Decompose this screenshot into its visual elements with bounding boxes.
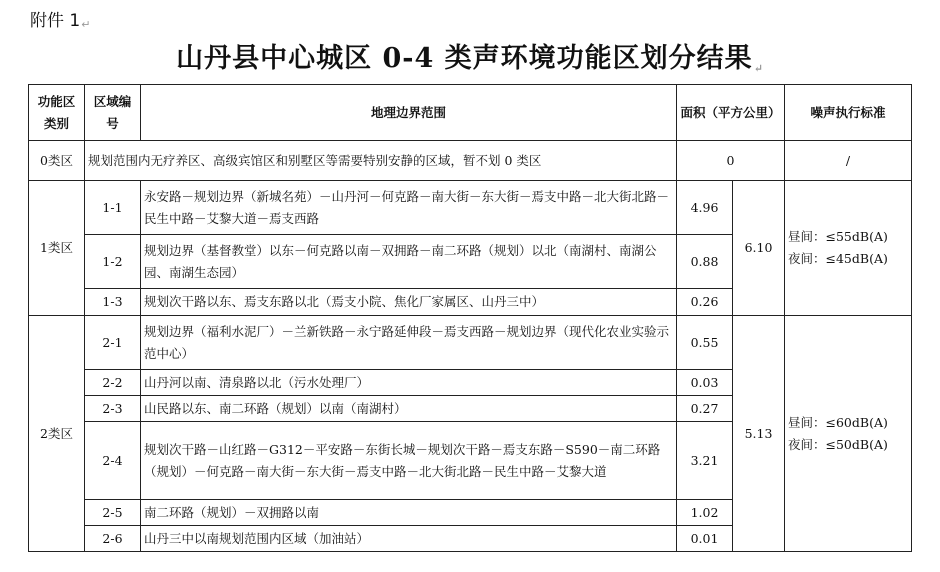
class1-total-area: 6.10 — [733, 181, 785, 316]
zone-boundary: 山丹河以南、清泉路以北（污水处理厂） — [141, 370, 677, 396]
zone-area: 3.21 — [677, 422, 733, 500]
zone-no: 1-1 — [85, 181, 141, 235]
zoning-table — [28, 84, 912, 552]
zone-area: 0.27 — [677, 396, 733, 422]
zone-area: 0.01 — [677, 526, 733, 552]
class2-standard-night: 夜间：≤50dB(A) — [788, 436, 888, 452]
zone-boundary: 规划边界（福利水泥厂）－兰新铁路－永宁路延伸段－焉支西路－规划边界（现代化农业实验示范中心） — [141, 316, 677, 370]
class0-boundary: 规划范围内无疗养区、高级宾馆区和别墅区等需要特别安静的区域，暂不划 0 类区 — [85, 141, 677, 181]
zone-area: 0.88 — [677, 235, 733, 289]
zone-no: 2-5 — [85, 500, 141, 526]
header-area: 面积（平方公里） — [677, 85, 785, 141]
zone-boundary: 规划次干路－山红路－G312－平安路－东街长城－规划次干路－焉支东路－S590－南二环路（规划）－何克路－南大街－东大街－焉支中路－北大街北路－民生中路－艾黎大道 — [141, 422, 677, 500]
table-row — [29, 316, 912, 370]
zone-area: 4.96 — [677, 181, 733, 235]
header-zone-no: 区域编号 — [85, 85, 141, 141]
zone-boundary: 规划边界（基督教堂）以东－何克路以南－双拥路－南二环路（规划）以北（南湖村、南湖公园、南湖生态园） — [141, 235, 677, 289]
attachment-label: 附件 1↵ — [30, 11, 91, 31]
class0-area: 0 — [677, 141, 785, 181]
zone-area: 1.02 — [677, 500, 733, 526]
class1-standard — [785, 181, 912, 316]
class2-total-area: 5.13 — [733, 316, 785, 552]
class2-standard — [785, 316, 912, 552]
class1-standard-day: 昼间：≤55dB(A) — [788, 229, 888, 244]
zone-boundary: 永安路－规划边界（新城名苑）－山丹河－何克路－南大街－东大街－焉支中路－北大街北路－民生中路－艾黎大道－焉支西路 — [141, 181, 677, 235]
zone-no: 2-4 — [85, 422, 141, 500]
zone-boundary: 山民路以东、南二环路（规划）以南（南湖村） — [141, 396, 677, 422]
class0-label: 0类区 — [29, 141, 85, 181]
zone-no: 1-3 — [85, 289, 141, 316]
class2-label: 2类区 — [29, 316, 85, 552]
table-row — [29, 141, 912, 181]
class1-label: 1类区 — [29, 181, 85, 316]
zone-area: 0.26 — [677, 289, 733, 316]
zone-boundary: 南二环路（规划）－双拥路以南 — [141, 500, 677, 526]
header-boundary: 地理边界范围 — [141, 85, 677, 141]
header-class: 功能区类别 — [29, 85, 85, 141]
zone-no: 1-2 — [85, 235, 141, 289]
zone-area: 0.03 — [677, 370, 733, 396]
page-title: 山丹县中心城区 0-4 类声环境功能区划分结果↵ — [176, 43, 764, 75]
class0-standard: / — [785, 141, 912, 181]
class1-standard-night: 夜间：≤45dB(A) — [788, 251, 888, 266]
zone-no: 2-1 — [85, 316, 141, 370]
zone-no: 2-3 — [85, 396, 141, 422]
table-header-row — [29, 85, 912, 141]
zone-area: 0.55 — [677, 316, 733, 370]
class2-standard-day: 昼间：≤60dB(A) — [788, 414, 888, 430]
header-standard: 噪声执行标准 — [785, 85, 912, 141]
zone-no: 2-2 — [85, 370, 141, 396]
table-row — [29, 181, 912, 235]
zone-boundary: 规划次干路以东、焉支东路以北（焉支小院、焦化厂家属区、山丹三中） — [141, 289, 677, 316]
zone-no: 2-6 — [85, 526, 141, 552]
zone-boundary: 山丹三中以南规划范围内区域（加油站） — [141, 526, 677, 552]
